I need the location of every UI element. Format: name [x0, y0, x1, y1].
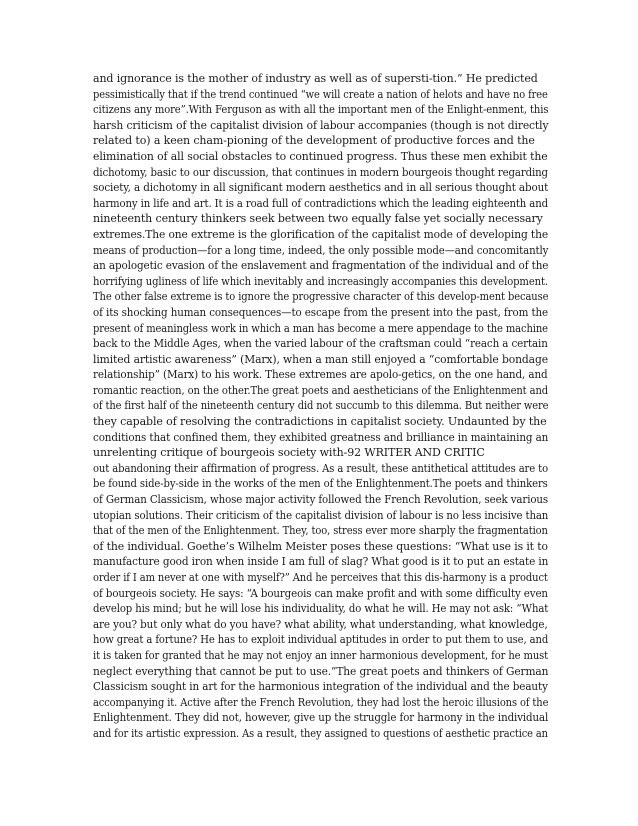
text-line: be found side-by-side in the works of the men of the Enlightenment.The poets and thinkers	[93, 477, 548, 491]
text-line: romantic reaction, on the other.The great poets and aestheticians of the Enlightenment and	[93, 383, 549, 397]
text-line: of its shocking human consequences—to escape from the present into the past, from the	[93, 305, 549, 319]
text-line: that of the men of the Enlightenment. They, too, stress ever more sharply the fragmentation	[93, 524, 548, 538]
text-line: relationship” (Marx) to his work. These extremes are apolo-getics, on the one hand, and	[93, 368, 548, 382]
text-line: related to) a keen cham-pioning of the development of productive forces and the	[93, 134, 535, 148]
text-line: utopian solutions. Their criticism of the capitalist division of labour is no less incisive than	[93, 508, 549, 522]
text-line: dichotomy, basic to our discussion, that continues in modern bourgeois thought regarding	[93, 165, 548, 179]
text-line: and for its artistic expression. As a result, they assigned to questions of aesthetic practice an	[93, 726, 548, 740]
document-body	[93, 71, 548, 742]
text-line: out abandoning their affirmation of progress. As a result, these antithetical attitudes are to	[93, 461, 549, 475]
text-line: pessimistically that if the trend continued “we will create a nation of helots and have no free	[93, 87, 548, 101]
text-line: means of production—for a long time, indeed, the only possible mode—and concomitantly	[93, 243, 549, 257]
text-line: and ignorance is the mother of industry as well as of supersti-tion.” He predicted	[93, 72, 538, 85]
text-line: harsh criticism of the capitalist division of labour accompanies (though is not directly	[93, 118, 549, 132]
text-line: citizens any more”.With Ferguson as with all the important men of the Enlight-enment, this	[93, 103, 549, 117]
text-line: of the individual. Goethe’s Wilhelm Meister poses these questions: “What use is it to	[93, 539, 548, 553]
text-line: it is taken for granted that he may not enjoy an inner harmonious development, for he must	[93, 648, 549, 662]
text-line: extremes.The one extreme is the glorification of the capitalist mode of developing the	[93, 227, 549, 241]
text-line: order if I am never at one with myself?” And he perceives that this dis-harmony is a product	[93, 571, 548, 584]
text-line: unrelenting critique of bourgeois society with-92 WRITER AND CRITIC	[93, 446, 485, 460]
text-line: of bourgeois society. He says: “A bourgeois can make profit and with some difficulty even	[93, 586, 548, 600]
text-line: are you? but only what do you have? what ability, what understanding, what knowledge,	[93, 617, 548, 631]
text-line: neglect everything that cannot be put to use.”The great poets and thinkers of German	[93, 664, 549, 678]
text-line: Enlightenment. They did not, however, give up the struggle for harmony in the individual	[93, 711, 549, 725]
text-line: nineteenth century thinkers seek between two equally false yet socially necessary	[93, 212, 543, 226]
text-line: harmony in life and art. It is a road full of contradictions which the leading eighteenth and	[93, 196, 548, 210]
text-line: how great a fortune? He has to exploit individual aptitudes in order to put them to use, and	[93, 633, 549, 647]
text-line: of German Classicism, whose major activity followed the French Revolution, seek various	[93, 493, 549, 507]
text-line: The other false extreme is to ignore the progressive character of this develop-ment because	[93, 290, 549, 304]
text-line: elimination of all social obstacles to continued progress. Thus these men exhibit the	[93, 149, 548, 163]
text-line: accompanying it. Active after the French Revolution, they had lost the heroic illusions of the	[93, 695, 549, 709]
text-line: present of meaningless work in which a man has become a mere appendage to the machine	[93, 321, 548, 335]
text-line: manufacture good iron when inside I am full of slag? What good is it to put an estate in	[93, 555, 549, 569]
text-line: conditions that confined them, they exhibited greatness and brilliance in maintaining an	[93, 430, 549, 444]
text-line: of the first half of the nineteenth century did not succumb to this dilemma. But neither were	[93, 399, 549, 413]
text-line: back to the Middle Ages, when the varied labour of the craftsman could “reach a certain	[93, 337, 548, 351]
text-line: limited artistic awareness” (Marx), when a man still enjoyed a “comfortable bondage	[93, 352, 549, 366]
text-line: develop his mind; but he will lose his individuality, do what he will. He may not ask: “What	[93, 602, 549, 616]
text-line: society, a dichotomy in all significant modern aesthetics and in all serious thought about	[93, 181, 549, 195]
text-line: Classicism sought in art for the harmonious integration of the individual and the beauty	[93, 680, 548, 694]
text-line: an apologetic evasion of the enslavement and fragmentation of the individual and of the	[93, 259, 549, 273]
text-line: horrifying ugliness of life which inevitably and increasingly accompanies this development.	[93, 274, 548, 288]
text-line: they capable of resolving the contradictions in capitalist society. Undaunted by the	[93, 415, 547, 429]
